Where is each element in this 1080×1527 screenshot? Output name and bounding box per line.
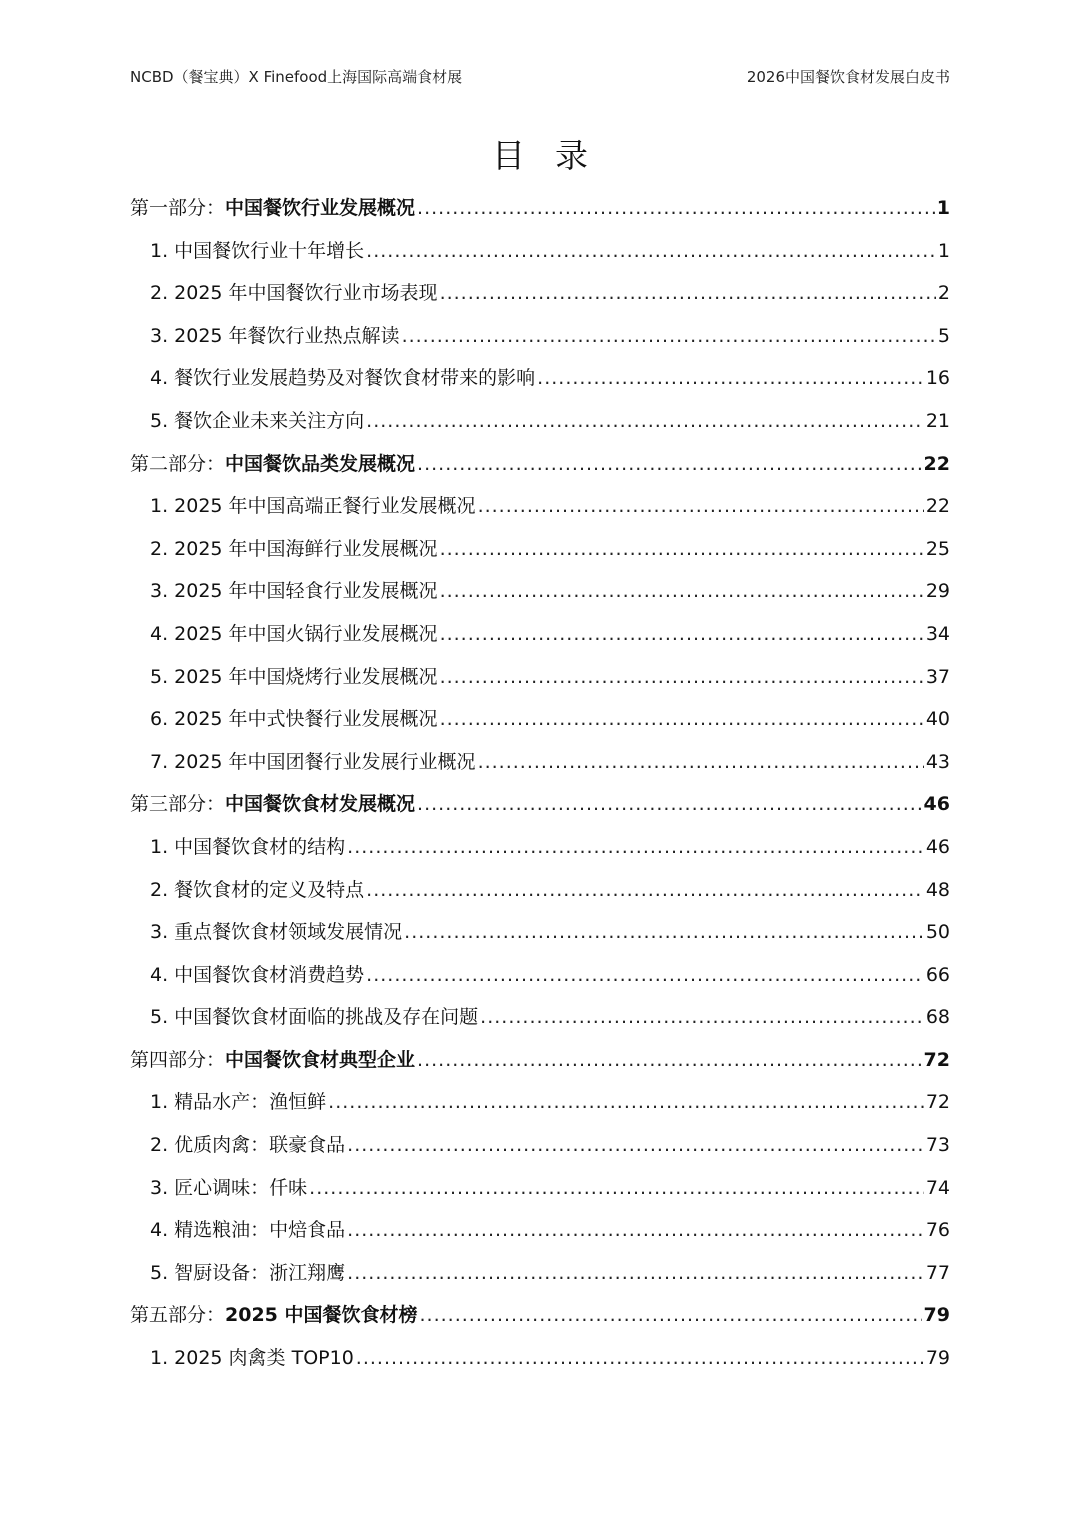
toc-entry-label: 4. 精选粮油：中焙食品 — [150, 1219, 346, 1242]
toc-entry-label — [130, 1294, 418, 1337]
toc-section-prefix: 第二部分： — [130, 452, 226, 475]
toc-entry-label: 5. 2025 年中国烧烤行业发展概况 — [150, 665, 438, 688]
toc-subsection-entry[interactable] — [130, 826, 950, 869]
header-right-text: 2026中国餐饮食材发展白皮书 — [746, 68, 950, 86]
toc-entry-label: 4. 餐饮行业发展趋势及对餐饮食材带来的影响 — [150, 367, 536, 390]
toc-section-title: 2025 中国餐饮食材榜 — [225, 1304, 418, 1327]
toc-dot-leader — [440, 272, 936, 315]
toc-entry-label: 3. 重点餐饮食材领域发展情况 — [150, 921, 403, 944]
toc-dot-leader — [309, 1167, 924, 1210]
toc-section-title: 中国餐饮食材典型企业 — [225, 1048, 416, 1071]
toc-dot-leader — [417, 1039, 922, 1082]
toc-page-number: 79 — [923, 1304, 950, 1327]
toc-page-number: 1 — [937, 239, 950, 262]
toc-dot-leader — [366, 954, 924, 997]
toc-entry-label: 2. 餐饮食材的定义及特点 — [150, 878, 365, 901]
toc-page-number: 50 — [925, 921, 950, 944]
toc-page-number: 22 — [923, 452, 950, 475]
toc-subsection-entry[interactable] — [130, 698, 950, 741]
toc-dot-leader — [440, 698, 924, 741]
toc-page-number: 48 — [925, 878, 950, 901]
toc-page-number: 68 — [925, 1006, 950, 1029]
toc-subsection-entry[interactable] — [130, 485, 950, 528]
toc-subsection-entry[interactable] — [130, 613, 950, 656]
toc-entry-label: 2. 2025 年中国餐饮行业市场表现 — [150, 282, 438, 305]
toc-page-number: 1 — [936, 197, 950, 219]
toc-entry-label: 5. 餐饮企业未来关注方向 — [150, 409, 365, 432]
toc-section-title: 中国餐饮行业发展概况 — [225, 197, 416, 219]
toc-dot-leader — [440, 570, 924, 613]
toc-page-number: 40 — [925, 708, 950, 731]
toc-entry-label — [130, 1039, 415, 1082]
toc-section-entry[interactable] — [130, 783, 950, 826]
toc-page-number: 73 — [925, 1134, 950, 1157]
header-left-text: NCBD（餐宝典）X Finefood上海国际高端食材展 — [130, 68, 463, 86]
toc-page-number: 72 — [925, 1091, 950, 1114]
toc-dot-leader — [328, 1081, 924, 1124]
toc-dot-leader — [417, 443, 922, 486]
toc-dot-leader — [537, 357, 924, 400]
toc-dot-leader — [347, 1124, 924, 1167]
toc-entry-label: 3. 匠心调味：仟味 — [150, 1176, 308, 1199]
toc-entry-label: 3. 2025 年餐饮行业热点解读 — [150, 324, 400, 347]
toc-subsection-entry[interactable] — [130, 272, 950, 315]
toc-subsection-entry[interactable] — [130, 570, 950, 613]
toc-entry-label: 2. 优质肉禽：联豪食品 — [150, 1134, 346, 1157]
toc-page-number: 37 — [925, 665, 950, 688]
toc-page-number: 46 — [925, 835, 950, 858]
toc-dot-leader — [420, 1294, 922, 1337]
toc-section-prefix: 第四部分： — [130, 1048, 226, 1071]
toc-page-number: 66 — [925, 963, 950, 986]
toc-subsection-entry[interactable] — [130, 1124, 950, 1167]
toc-dot-leader — [440, 613, 924, 656]
toc-entry-label — [130, 443, 415, 486]
toc-entry-label: 1. 2025 年中国高端正餐行业发展概况 — [150, 495, 476, 518]
toc-subsection-entry[interactable] — [130, 656, 950, 699]
toc-dot-leader — [404, 911, 924, 954]
toc-page-number: 76 — [925, 1219, 950, 1242]
toc-entry-label: 1. 精品水产：渔恒鲜 — [150, 1091, 327, 1114]
toc-entry-label: 1. 2025 肉禽类 TOP10 — [150, 1347, 354, 1370]
toc-page-number: 2 — [937, 282, 950, 305]
toc-dot-leader — [366, 400, 924, 443]
toc-page-number: 46 — [923, 793, 950, 816]
toc-entry-label: 5. 智厨设备：浙江翔鹰 — [150, 1261, 346, 1284]
toc-page-number: 22 — [925, 495, 950, 518]
toc-entry-label — [130, 187, 415, 230]
toc-section-prefix: 第三部分： — [130, 793, 226, 816]
toc-subsection-entry[interactable] — [130, 1081, 950, 1124]
toc-dot-leader — [347, 826, 924, 869]
toc-page-number: 72 — [923, 1048, 950, 1071]
toc-subsection-entry[interactable] — [130, 1167, 950, 1210]
toc-dot-leader — [402, 315, 936, 358]
toc-entry-label: 1. 中国餐饮行业十年增长 — [150, 239, 365, 262]
toc-dot-leader — [417, 783, 922, 826]
toc-section-prefix: 第一部分： — [130, 197, 226, 219]
toc-entry-label: 5. 中国餐饮食材面临的挑战及存在问题 — [150, 1006, 479, 1029]
toc-dot-leader — [347, 1252, 924, 1295]
toc-section-title: 中国餐饮品类发展概况 — [225, 452, 416, 475]
toc-subsection-entry[interactable] — [130, 1252, 950, 1295]
toc-subsection-entry[interactable] — [130, 400, 950, 443]
toc-dot-leader — [366, 869, 924, 912]
toc-dot-leader — [440, 656, 924, 699]
toc-entry-label: 4. 中国餐饮食材消费趋势 — [150, 963, 365, 986]
toc-dot-leader — [480, 996, 924, 1039]
toc-entry-label: 3. 2025 年中国轻食行业发展概况 — [150, 580, 438, 603]
toc-page-number: 43 — [925, 750, 950, 773]
page-header — [130, 66, 950, 90]
toc-entry-label: 6. 2025 年中式快餐行业发展概况 — [150, 708, 438, 731]
toc-page-number: 79 — [925, 1347, 950, 1370]
toc-dot-leader — [478, 741, 924, 784]
toc-page-number: 5 — [937, 324, 950, 347]
toc-page-number: 21 — [925, 409, 950, 432]
toc-subsection-entry[interactable] — [130, 357, 950, 400]
toc-subsection-entry[interactable] — [130, 954, 950, 997]
toc-dot-leader — [440, 528, 924, 571]
toc-section-prefix: 第五部分： — [130, 1304, 226, 1327]
toc-dot-leader — [347, 1209, 924, 1252]
toc-subsection-entry[interactable] — [130, 528, 950, 571]
toc-entry-label: 1. 中国餐饮食材的结构 — [150, 835, 346, 858]
toc-subsection-entry[interactable] — [130, 1337, 950, 1380]
toc-subsection-entry[interactable] — [130, 230, 950, 273]
toc-page-number: 25 — [925, 537, 950, 560]
toc-section-title: 中国餐饮食材发展概况 — [225, 793, 416, 816]
toc-subsection-entry[interactable] — [130, 996, 950, 1039]
toc-page-number: 16 — [925, 367, 950, 390]
toc-dot-leader — [478, 485, 924, 528]
toc-subsection-entry[interactable] — [130, 741, 950, 784]
toc-subsection-entry[interactable] — [130, 1209, 950, 1252]
toc-subsection-entry[interactable] — [130, 869, 950, 912]
toc-subsection-entry[interactable] — [130, 315, 950, 358]
toc-page-number: 77 — [925, 1261, 950, 1284]
toc-entry-label — [130, 783, 415, 826]
toc-dot-leader — [417, 187, 935, 230]
toc-entry-label: 2. 2025 年中国海鲜行业发展概况 — [150, 537, 438, 560]
toc-section-entry[interactable] — [130, 1294, 950, 1337]
toc-page-number: 34 — [925, 622, 950, 645]
toc-entry-label: 7. 2025 年中国团餐行业发展行业概况 — [150, 750, 476, 773]
toc-page-number: 29 — [925, 580, 950, 603]
table-of-contents — [130, 187, 950, 1380]
toc-subsection-entry[interactable] — [130, 911, 950, 954]
toc-page-number: 74 — [925, 1176, 950, 1199]
toc-section-entry[interactable] — [130, 1039, 950, 1082]
toc-title: 目录 — [492, 136, 618, 175]
toc-section-entry[interactable] — [130, 443, 950, 486]
toc-dot-leader — [356, 1337, 924, 1380]
toc-section-entry[interactable] — [130, 187, 950, 230]
toc-dot-leader — [366, 230, 936, 273]
toc-entry-label: 4. 2025 年中国火锅行业发展概况 — [150, 622, 438, 645]
